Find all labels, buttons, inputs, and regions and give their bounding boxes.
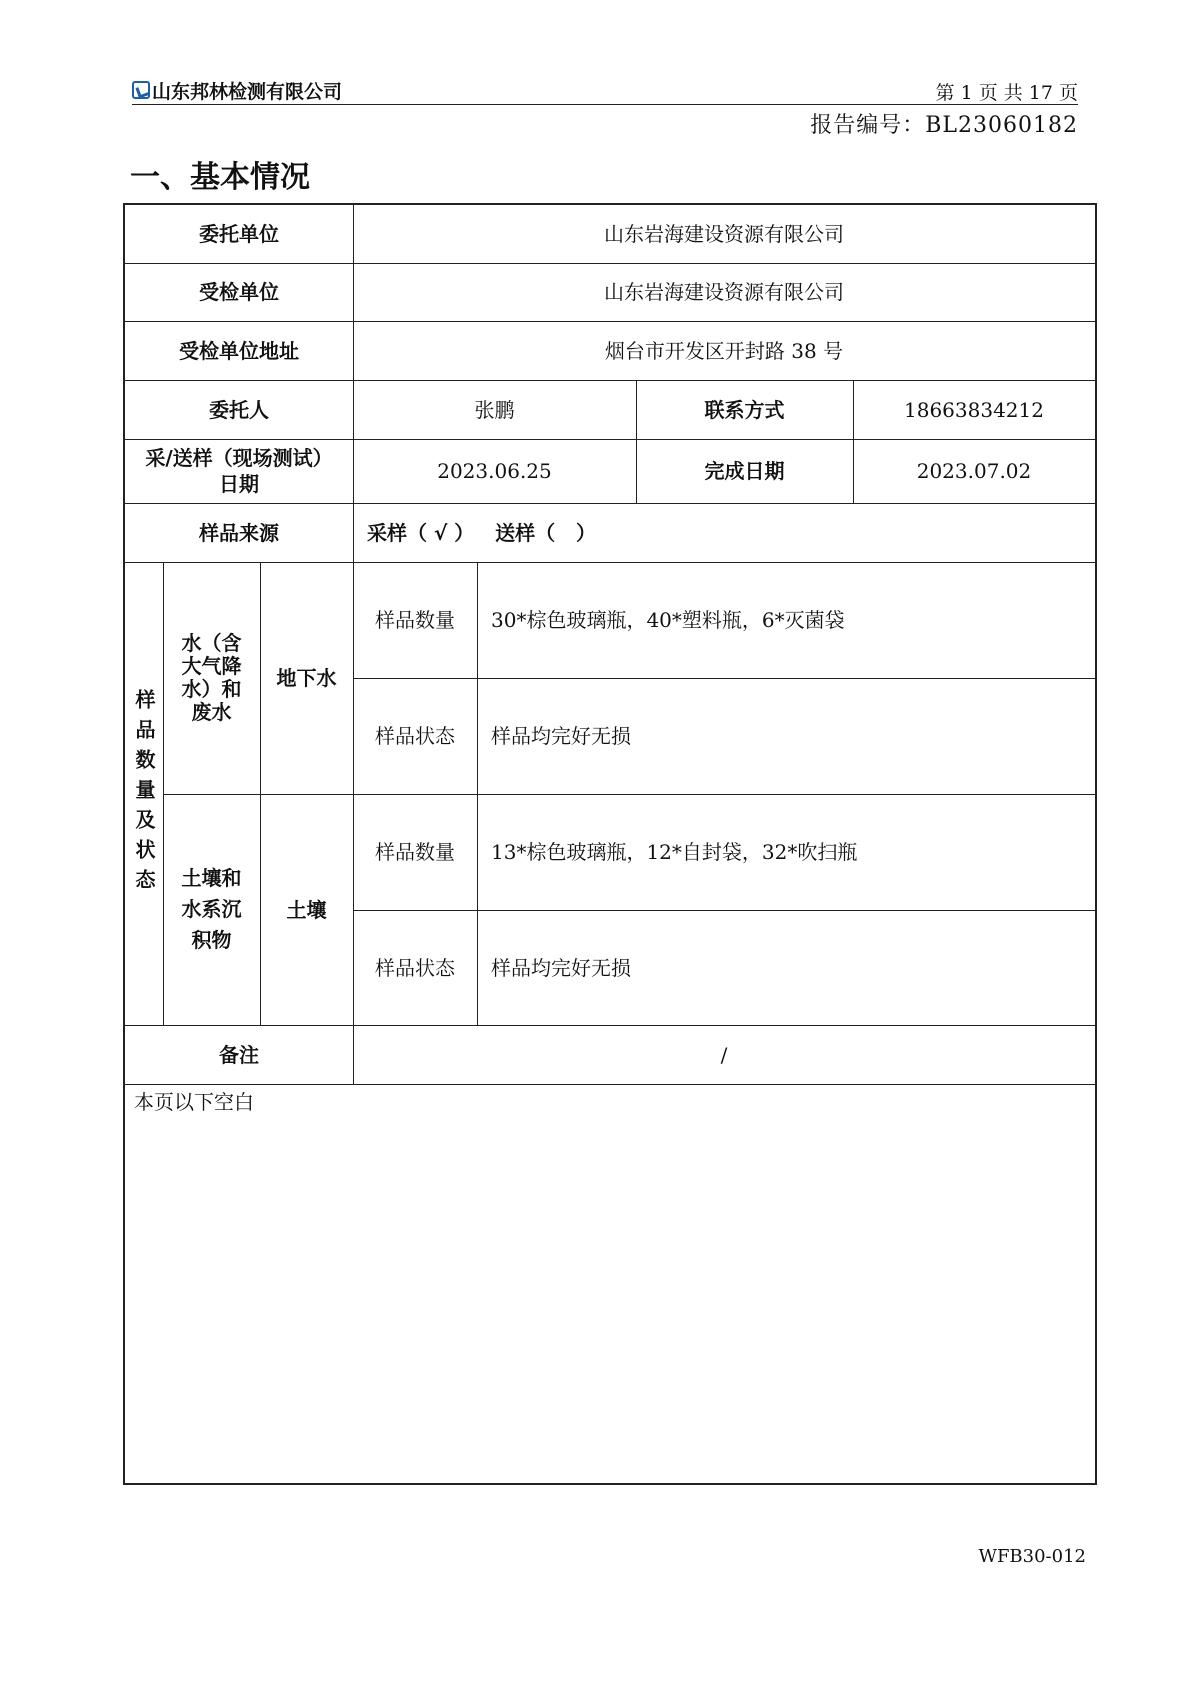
sampling-date-value: 2023.06.25 (437, 459, 552, 483)
water-qty-value: 30*棕色玻璃瓶，40*塑料瓶，6*灭菌袋 (491, 608, 845, 632)
water-type: 地下水 (276, 666, 337, 690)
remark-value: / (720, 1042, 728, 1067)
report-number: 报告编号：BL23060182 (810, 113, 1078, 138)
blank-page-note: 本页以下空白 (134, 1090, 254, 1114)
logo-icon (132, 81, 150, 99)
sampling-date-label-line2: 日期 (219, 472, 259, 496)
water-category: 水（含大气降水）和废水 (181, 631, 242, 724)
principal-value: 张鹏 (474, 397, 515, 422)
water-qty-label: 样品数量 (375, 608, 455, 632)
soil-type: 土壤 (286, 897, 327, 922)
section-title: 一、基本情况 (130, 160, 310, 195)
sampling-date-label (125, 439, 353, 503)
soil-qty-label: 样品数量 (375, 840, 455, 864)
client-value: 山东岩海建设资源有限公司 (604, 222, 844, 246)
company-name: 山东邦林检测有限公司 (152, 80, 343, 103)
completion-label: 完成日期 (704, 459, 785, 483)
address-label: 受检单位地址 (179, 338, 299, 363)
qty-status-label (125, 562, 163, 1025)
qty-status-label-text: 样品数量及状态 (132, 688, 156, 899)
soil-qty-value: 13*棕色玻璃瓶，12*自封袋，32*吹扫瓶 (491, 840, 858, 864)
address-value: 烟台市开发区开封路 38 号 (604, 338, 844, 363)
soil-status-label: 样品状态 (375, 955, 455, 980)
water-status-label: 样品状态 (375, 724, 455, 748)
contact-value: 18663834212 (904, 397, 1044, 422)
remark-label: 备注 (219, 1042, 259, 1067)
water-status-value: 样品均完好无损 (491, 724, 631, 748)
source-value: 采样（ √ ） 送样（ ） (367, 520, 597, 545)
company-logo (132, 78, 342, 102)
soil-status-value: 样品均完好无损 (491, 955, 631, 980)
page-header (132, 76, 1078, 105)
completion-value: 2023.07.02 (916, 459, 1032, 483)
page-indicator: 第 1 页 共 17 页 (935, 82, 1078, 104)
soil-category: 土壤和水系沉积物 (181, 866, 242, 952)
contact-label: 联系方式 (704, 397, 785, 422)
source-label: 样品来源 (199, 520, 279, 545)
inspected-label: 受检单位 (199, 280, 279, 304)
form-code: WFB30-012 (978, 1546, 1086, 1567)
sampling-date-label-line1: 采/送样（现场测试） (145, 446, 333, 470)
inspected-value: 山东岩海建设资源有限公司 (604, 280, 844, 304)
client-label: 委托单位 (199, 222, 279, 246)
principal-label: 委托人 (209, 397, 269, 422)
basic-info-table (123, 203, 1097, 1485)
